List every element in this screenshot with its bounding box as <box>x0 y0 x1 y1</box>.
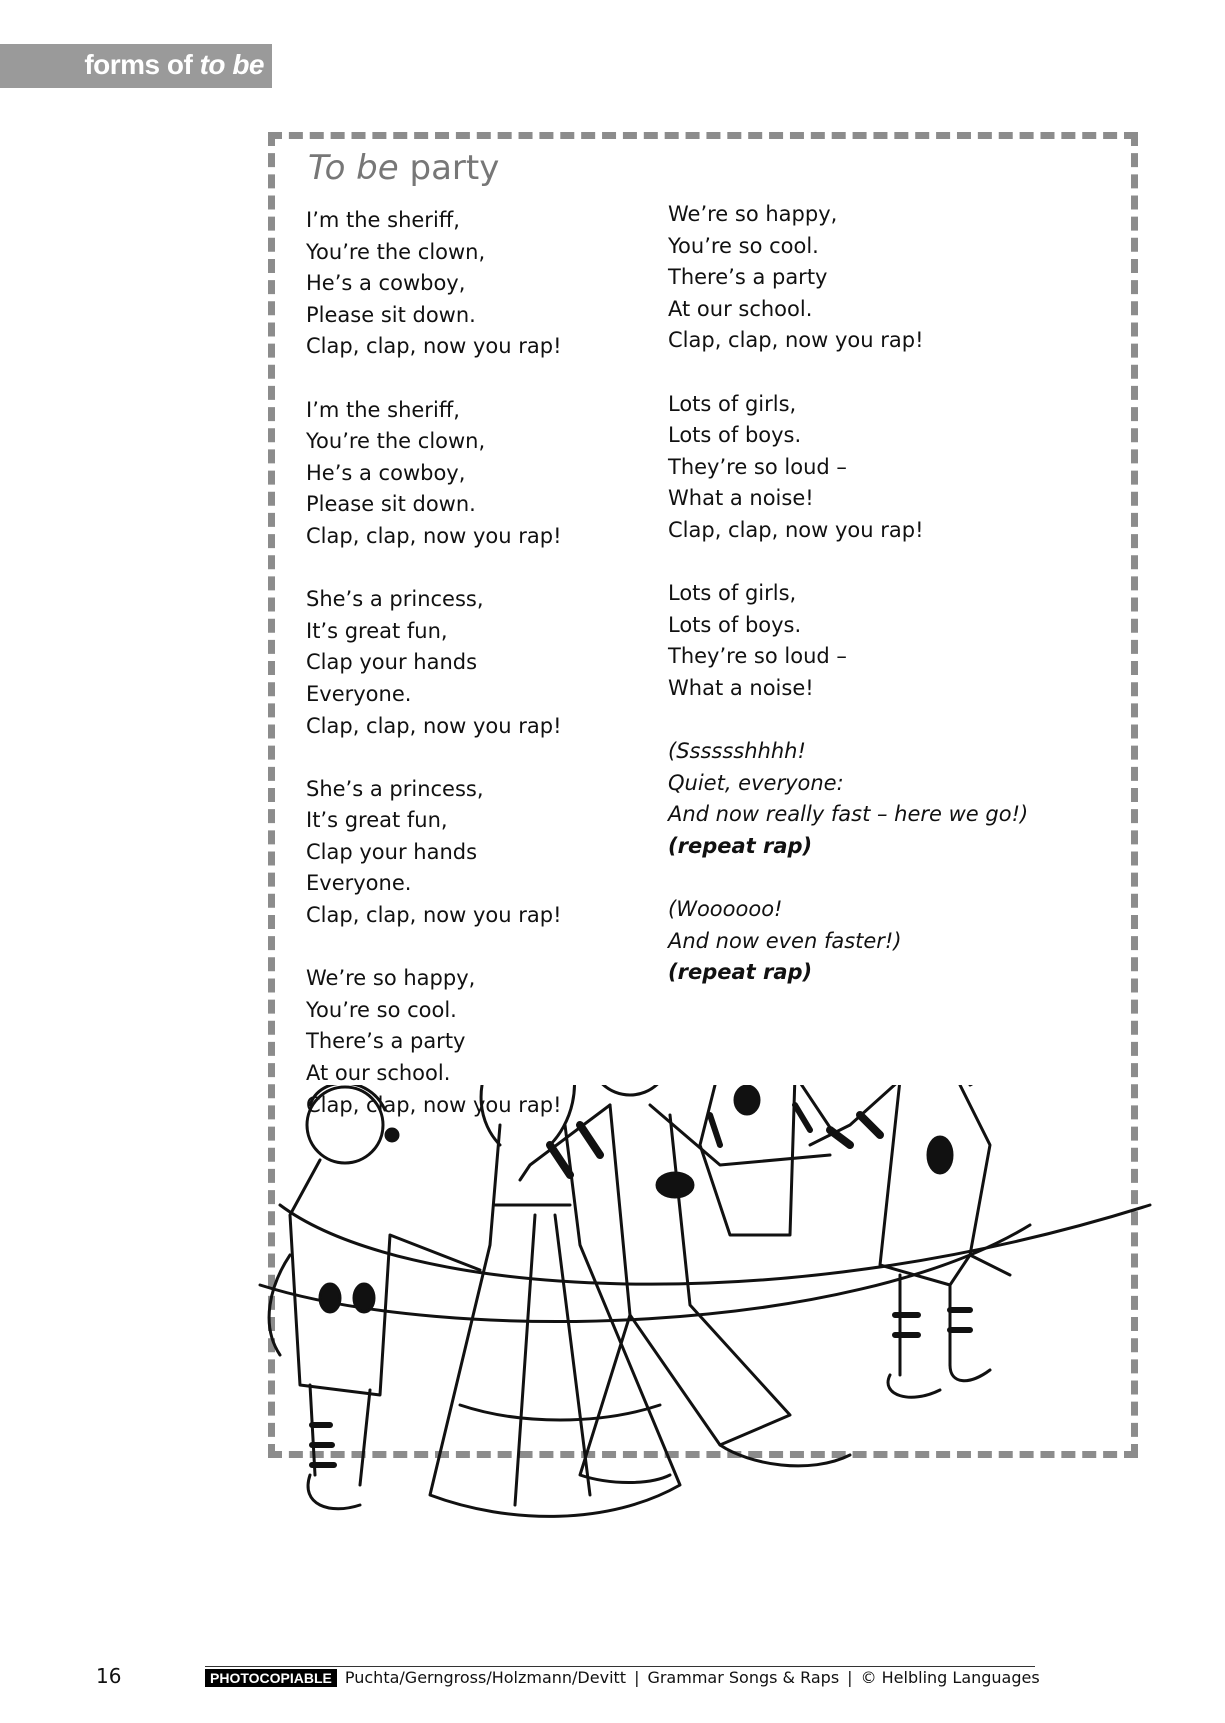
lyric-line: What a noise! <box>668 675 814 700</box>
motion-swirl <box>260 1225 1030 1321</box>
stanza <box>668 199 1028 357</box>
lyric-line: Lots of boys. <box>668 423 802 448</box>
lyric-line: And now really fast – here we go!) <box>668 802 1029 827</box>
lyric-line: It’s great fun, <box>306 618 448 643</box>
stanza <box>668 389 1028 547</box>
stanza <box>306 584 562 742</box>
title-rest: party <box>398 148 500 188</box>
header-prefix: forms of <box>84 49 200 80</box>
lyric-line: They’re so loud – <box>668 454 847 479</box>
lyric-line: And now even faster!) <box>668 928 902 953</box>
lyric-line: Clap, clap, now you rap! <box>306 713 562 738</box>
lyric-line: He’s a cowboy, <box>306 460 466 485</box>
section-header-text <box>84 49 264 81</box>
lyric-line: Clap, clap, now you rap! <box>668 517 924 542</box>
lyric-line: We’re so happy, <box>668 202 838 226</box>
lyric-line: You’re so cool. <box>668 233 819 258</box>
footer-separator: | <box>634 1668 640 1687</box>
stanza <box>306 205 562 363</box>
title-emphasis: To be <box>308 148 399 188</box>
footer-copyright: © Helbling Languages <box>860 1668 1040 1687</box>
footer-separator: | <box>847 1668 853 1687</box>
lyric-line: He’s a cowboy, <box>306 271 466 296</box>
lyric-line: At our school. <box>306 1061 451 1086</box>
lyric-line: Clap, clap, now you rap! <box>306 334 562 359</box>
lyric-line: There’s a party <box>306 1029 466 1054</box>
footer-authors: Puchta/Gerngross/Holzmann/Devitt <box>344 1668 627 1687</box>
page-number: 16 <box>96 1664 122 1688</box>
lyric-line: (Woooooo! <box>668 897 783 922</box>
lyric-line: I’m the sheriff, <box>306 397 460 422</box>
lyric-line: What a noise! <box>668 486 814 511</box>
section-header-tab <box>0 44 272 88</box>
lyric-line: Clap, clap, now you rap! <box>306 1092 562 1117</box>
page-title <box>308 148 499 188</box>
lyric-line: Please sit down. <box>306 302 476 327</box>
lyric-line: Everyone. <box>306 871 412 896</box>
right-stanzas <box>668 199 1028 705</box>
lyric-line: Please sit down. <box>306 492 476 517</box>
repeat-cue: (repeat rap) <box>668 833 813 858</box>
lyric-line: Clap, clap, now you rap! <box>306 903 562 928</box>
lyric-line: Clap your hands <box>306 839 478 864</box>
interlude-2 <box>668 894 1028 989</box>
repeat-cue: (repeat rap) <box>668 960 813 985</box>
lyric-line: At our school. <box>668 296 813 321</box>
lyric-line: Lots of boys. <box>668 612 802 637</box>
lyric-line: She’s a princess, <box>306 587 484 612</box>
stanza <box>306 774 562 932</box>
lyric-line: We’re so happy, <box>306 966 476 991</box>
lyrics-left-column <box>306 205 562 1121</box>
lyric-line: You’re the clown, <box>306 239 486 264</box>
lyric-line: (Sssssshhhh! <box>668 739 806 764</box>
dancing-party-illustration <box>250 1085 1170 1615</box>
lyric-line: Lots of girls, <box>668 391 797 416</box>
lyric-line: They’re so loud – <box>668 644 847 669</box>
lyric-line: Clap, clap, now you rap! <box>306 523 562 548</box>
stanza <box>306 395 562 553</box>
lyric-line: There’s a party <box>668 265 828 290</box>
lyric-line: You’re the clown, <box>306 429 486 454</box>
stanza <box>668 578 1028 704</box>
photocopiable-badge: PHOTOCOPIABLE <box>205 1669 337 1687</box>
footer <box>205 1668 1040 1687</box>
lyric-line: I’m the sheriff, <box>306 208 460 232</box>
interlude-1 <box>668 736 1028 862</box>
footer-rule <box>205 1666 1035 1667</box>
lyric-line: Quiet, everyone: <box>668 770 844 795</box>
lyric-line: She’s a princess, <box>306 776 484 801</box>
lyric-line: Everyone. <box>306 681 412 706</box>
lyric-line: You’re so cool. <box>306 997 457 1022</box>
footer-book: Grammar Songs & Raps <box>647 1668 840 1687</box>
header-emphasis: to be <box>199 49 264 80</box>
lyrics-right-column <box>668 199 1028 989</box>
clown-right-figure <box>810 1085 1010 1397</box>
lyric-line: Clap, clap, now you rap! <box>668 328 924 353</box>
lyric-line: It’s great fun, <box>306 808 448 833</box>
lyric-line: Clap your hands <box>306 650 478 675</box>
lyric-line: Lots of girls, <box>668 581 797 606</box>
